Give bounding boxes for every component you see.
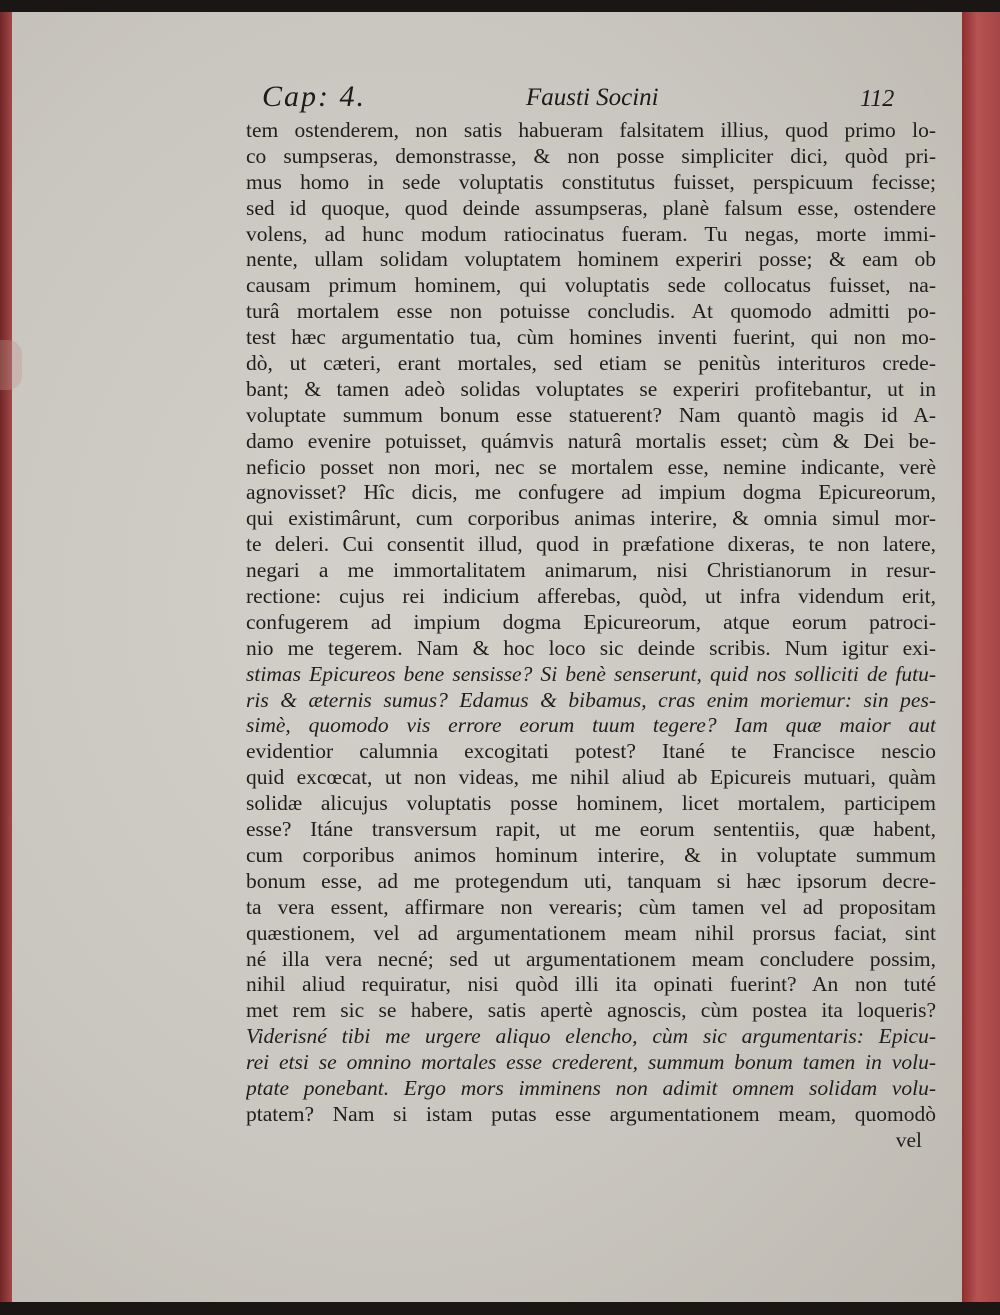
text-line: bonum esse, ad me protegendum uti, tanquam si hæc ipsorum decre- [246,868,936,893]
book-edge-right [962,12,1000,1302]
page-number: 112 [860,86,895,112]
text-line: Viderisné tibi me urgere aliquo elencho, cùm sic argumentaris: Epicu- [246,1024,936,1049]
text-line: quæstionem, vel ad argumentationem meam nihil prorsus faciat, sint [246,920,936,945]
text-line: met rem sic se habere, satis apertè agnoscis, cùm postea ita loqueris? [246,998,936,1023]
text-line: voluptate summum bonum esse statuerent? Nam quantò magis id A- [246,402,936,427]
text-line: stimas Epicureos bene sensisse? Si benè senserunt, quid nos solliciti de futu- [246,661,936,686]
text-line: solidæ alicujus voluptatis posse hominem, licet mortalem, participem [246,791,936,816]
text-line: nente, ullam solidam voluptatem hominem experiri posse; & eam ob [246,247,936,272]
text-line: nihil aliud requiratur, nisi quòd illi ita opinati fuerint? An non tuté [246,972,936,997]
text-line: te deleri. Cui consentit illud, quod in præfatione dixeras, te non latere, [246,532,936,557]
chapter-heading: Cap: 4. [262,80,366,113]
text-line: né illa vera necné; sed ut argumentationem meam concludere possim, [246,946,936,971]
text-line: cum corporibus animos hominum interire, & in voluptate summum [246,842,936,867]
text-line: qui existimârunt, cum corporibus animas interire, & omnia simul mor- [246,506,936,531]
text-line: confugerem ad impium dogma Epicureorum, atque eorum patroci- [246,609,936,634]
text-line: quid excœcat, ut non videas, me nihil aliud ab Epicureis mutuari, quàm [246,765,936,790]
text-line: ptatem? Nam si istam putas esse argumentationem meam, quomodò [246,1101,936,1126]
text-line: tem ostenderem, non satis habueram falsitatem illius, quod primo lo- [246,118,936,142]
text-line: rectione: cujus rei indicium afferebas, quòd, ut infra videndum erit, [246,584,936,609]
text-line: sed id quoque, quod deinde assumpseras, planè falsum esse, ostendere [246,195,936,220]
text-line: ris & æternis sumus? Edamus & bibamus, cras enim moriemur: sin pes- [246,687,936,712]
catchword: vel [895,1127,922,1152]
text-line: mus homo in sede voluptatis constitutus fuisset, perspicuum fecisse; [246,169,936,194]
text-line: simè, quomodo vis errore eorum tuum tegere? Iam quæ maior aut [246,713,936,738]
body-text [246,118,936,1154]
book-edge-left [0,12,12,1302]
text-line: rei etsi se omnino mortales esse crederent, summum bonum tamen in volu- [246,1050,936,1075]
text-line: agnovisset? Hîc dicis, me confugere ad impium dogma Epicureorum, [246,480,936,505]
text-line: bant; & tamen adeò solidas voluptates se experiri profitebantur, ut in [246,376,936,401]
text-line: nio me tegerem. Nam & hoc loco sic deinde scribis. Num igitur exi- [246,635,936,660]
text-line: test hæc argumentatio tua, cùm homines inventi fuerint, qui non mo- [246,325,936,350]
text-line: co sumpseras, demonstrasse, & non posse simpliciter dici, quòd pri- [246,143,936,168]
page-tab-marker [0,340,22,390]
text-line: neficio posset non mori, nec se mortalem esse, nemine indicante, verè [246,454,936,479]
text-line: dò, ut cæteri, erant mortales, sed etiam se penitùs interituros crede- [246,351,936,376]
text-line: ta vera essent, affirmare non verearis; cùm tamen vel ad propositam [246,894,936,919]
text-line: volens, ad hunc modum ratiocinatus fueram. Tu negas, morte immi- [246,221,936,246]
text-line: evidentior calumnia excogitati potest? Itané te Francisce nescio [246,739,936,764]
text-line: negari a me immortalitatem animarum, nisi Christianorum in resur- [246,558,936,583]
text-line: turâ mortalem esse non potuisse concludis. At quomodo admitti po- [246,299,936,324]
text-line: esse? Itáne transversum rapit, ut me eorum sententiis, quæ habent, [246,817,936,842]
text-line: causam primum hominem, qui voluptatis sede collocatus fuisset, na- [246,273,936,298]
text-line: ptate ponebant. Ergo mors imminens non adimit omnem solidam volu- [246,1075,936,1100]
text-line: damo evenire potuisset, quámvis naturâ mortalis esset; cùm & Dei be- [246,428,936,453]
running-title: Fausti Socini [526,84,659,111]
